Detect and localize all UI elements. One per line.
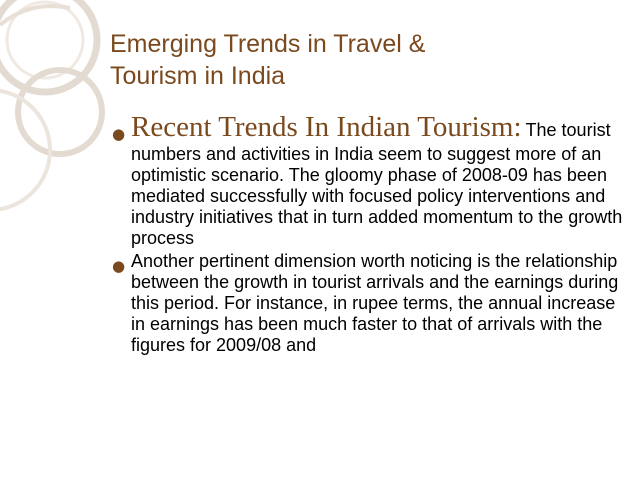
bullet-list: [112, 110, 627, 358]
bullet-dot-icon: ●: [112, 257, 126, 275]
bullet-item: [112, 110, 627, 249]
bullet-lead-text: Recent Trends In Indian Tourism:: [131, 111, 522, 143]
title-line-1: Emerging Trends in Travel &: [110, 30, 426, 58]
decor-ring-middle: [18, 70, 102, 154]
decorative-circles: [0, 0, 110, 479]
bullet-dot-icon: ●: [112, 125, 126, 143]
title-line-2: Tourism in India: [110, 62, 286, 90]
bullet-item: [112, 251, 627, 356]
bullet-body-text: Another pertinent dimension worth noticing is the relationship between the growth in tourist arrivals and the earnings during this period. For instance, in rupee terms, the annual increase in earnings has been much faster to that of arrivals with the figures for 2009/08 and: [131, 251, 619, 355]
slide-title: [110, 28, 630, 92]
bullet-body-text: The tourist numbers and activities in India seem to suggest more of an optimistic scenario. The gloomy phase of 2008-09 has been mediated successfully with focused policy interventions and industry initiatives that in turn added momentum to the growth process: [131, 120, 623, 248]
